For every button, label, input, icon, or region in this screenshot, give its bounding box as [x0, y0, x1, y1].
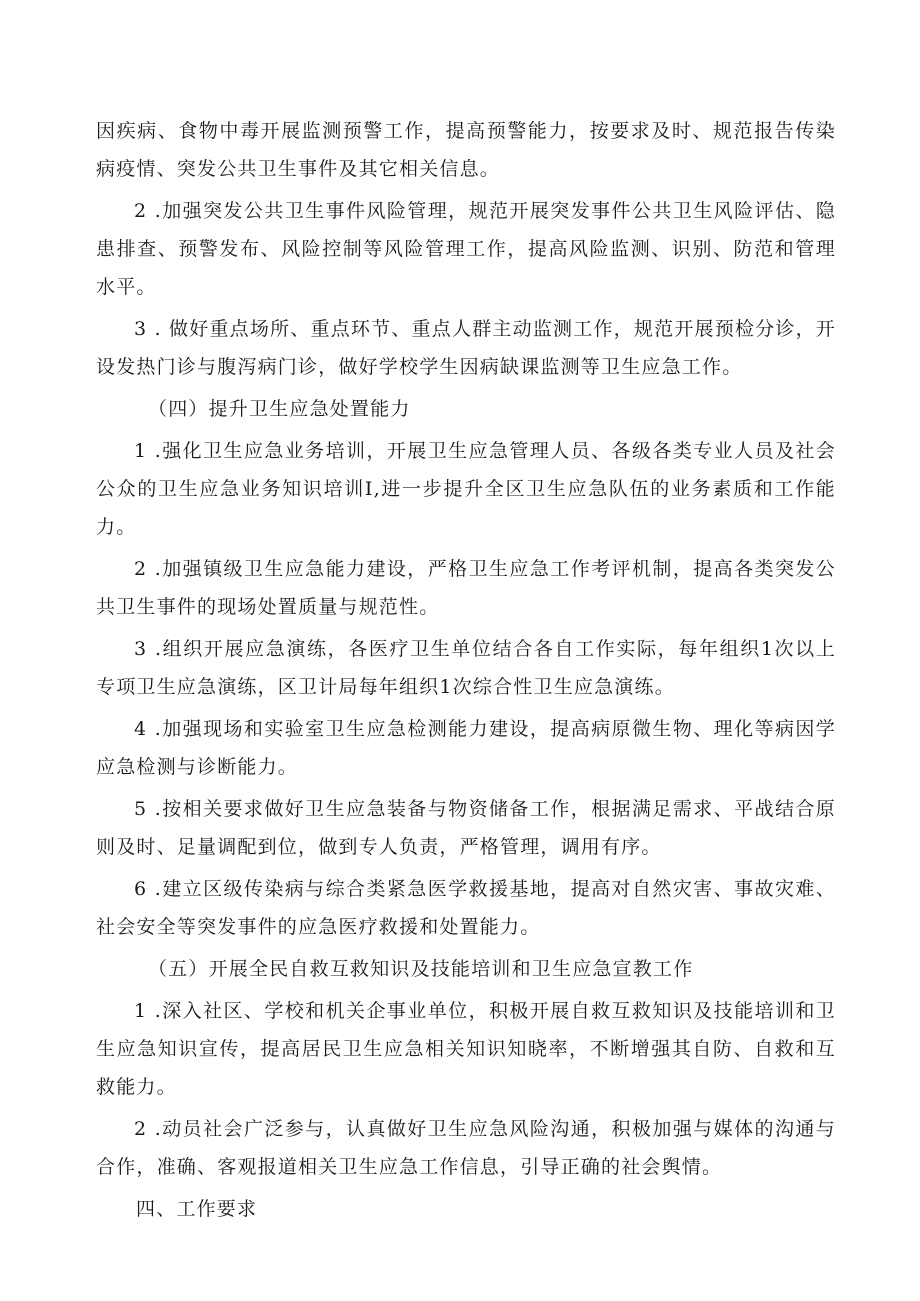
paragraph-continuation: 因疾病、食物中毒开展监测预警工作，提高预警能力，按要求及时、规范报告传染病疫情、突发公共卫生事件及其它相关信息。 [96, 120, 836, 180]
chapter-heading: 四、工作要求 [136, 1198, 258, 1220]
list-item: 3 . 做好重点场所、重点环节、重点人群主动监测工作，规范开展预检分诊，开设发热门诊与腹泻病门诊，做好学校学生因病缺课监测等卫生应急工作。 [96, 318, 836, 378]
list-item: 6 .建立区级传染病与综合类紧急医学救援基地，提高对自然灾害、事故灾难、社会安全等突发事件的应急医疗救援和处置能力。 [96, 878, 836, 938]
list-item: 5 .按相关要求做好卫生应急装备与物资储备工作，根据满足需求、平战结合原则及时、足量调配到位，做到专人负责，严格管理，调用有序。 [96, 798, 836, 858]
list-item: 2 .动员社会广泛参与，认真做好卫生应急风险沟通，积极加强与媒体的沟通与合作，准确、客观报道相关卫生应急工作信息，引导正确的社会舆情。 [96, 1118, 836, 1178]
list-item: 2 .加强镇级卫生应急能力建设，严格卫生应急工作考评机制，提高各类突发公共卫生事件的现场处置质量与规范性。 [96, 558, 836, 618]
list-item: 1 .强化卫生应急业务培训，开展卫生应急管理人员、各级各类专业人员及社会公众的卫生应急业务知识培训I,进一步提升全区卫生应急队伍的业务素质和工作能力。 [96, 440, 836, 538]
list-item: 4 .加强现场和实验室卫生应急检测能力建设，提高病原微生物、理化等病因学应急检测与诊断能力。 [96, 718, 836, 778]
section-heading: （五）开展全民自救互救知识及技能培训和卫生应急宣教工作 [148, 958, 694, 980]
section-heading: （四）提升卫生应急处置能力 [148, 398, 411, 420]
list-item: 3 .组织开展应急演练，各医疗卫生单位结合各自工作实际，每年组织1次以上专项卫生应急演练，区卫计局每年组织1次综合性卫生应急演练。 [96, 638, 836, 698]
list-item: 1 .深入社区、学校和机关企事业单位，积极开展自救互救知识及技能培训和卫生应急知识宣传，提高居民卫生应急相关知识知晓率，不断增强其自防、自救和互救能力。 [96, 1000, 836, 1098]
list-item: 2 .加强突发公共卫生事件风险管理，规范开展突发事件公共卫生风险评估、隐患排查、预警发布、风险控制等风险管理工作，提高风险监测、识别、防范和管理水平。 [96, 200, 836, 298]
